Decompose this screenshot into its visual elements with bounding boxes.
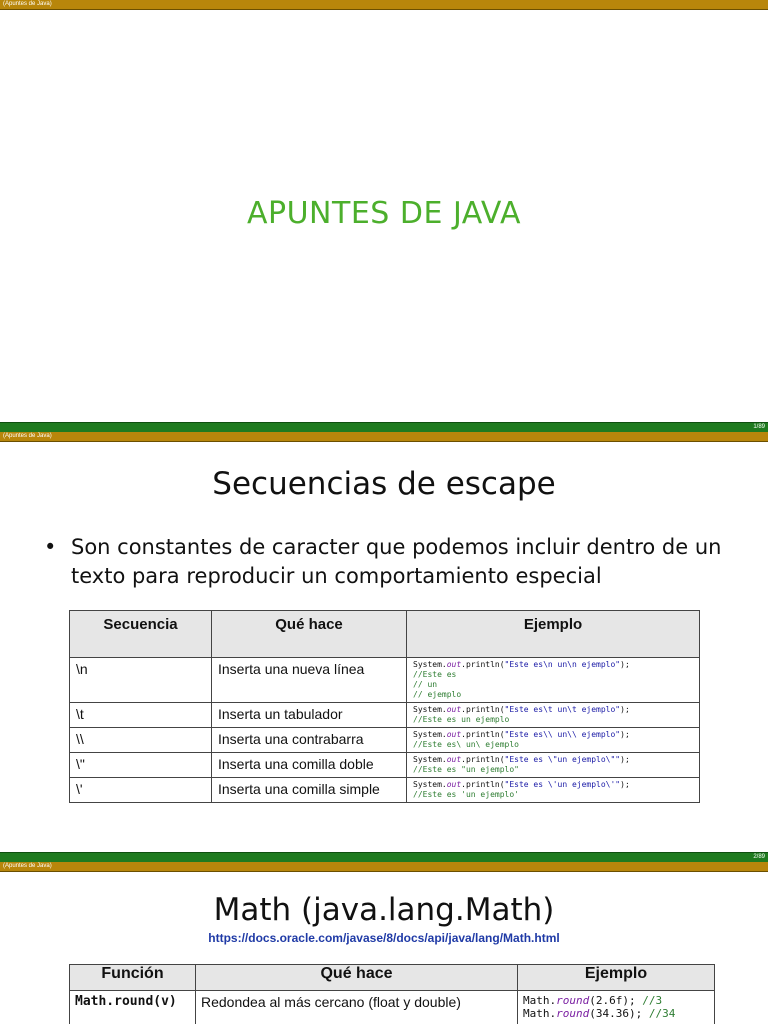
code-token: .println( (461, 730, 505, 739)
code-comment: //3 (642, 994, 663, 1007)
code-line (413, 730, 693, 740)
code-token: out (446, 705, 462, 714)
code-token: .println( (461, 755, 505, 764)
code-token: round (556, 1007, 590, 1020)
code-comment: //Este es un ejemplo (413, 715, 510, 724)
example-code-cell (407, 658, 700, 703)
page-number: 2/89 (753, 854, 765, 860)
code-comment: // ejemplo (413, 690, 462, 699)
slide3-header-bar (0, 862, 768, 872)
code-token: "Este es \'un ejemplo\'" (504, 780, 621, 789)
code-token: ); (620, 660, 630, 669)
col-header-secuencia: Secuencia (70, 611, 212, 658)
code-token: Math. (523, 1007, 557, 1020)
code-token: (34.36); (589, 1007, 649, 1020)
table-row (70, 991, 715, 1024)
slide2-footer-bar (0, 852, 768, 862)
code-token: "Este es\n un\n ejemplo" (504, 660, 621, 669)
code-token: System. (413, 660, 447, 669)
col-header-funcion: Función (70, 965, 196, 991)
javadoc-link[interactable]: https://docs.oracle.com/javase/8/docs/api/java/lang/Math.html (208, 931, 560, 945)
code-token: ); (620, 755, 630, 764)
description-cell: Inserta una contrabarra (212, 728, 407, 753)
slide2-bullet (44, 533, 744, 591)
code-token: System. (413, 780, 447, 789)
col-header-que-hace: Qué hace (196, 965, 518, 991)
slide1-header-bar (0, 0, 768, 10)
table-row (70, 753, 700, 778)
description-cell: Redondea al más cercano (float y double) (196, 991, 518, 1024)
code-line (413, 755, 693, 765)
code-token: Math. (523, 994, 557, 1007)
example-code-cell (407, 728, 700, 753)
description-cell: Inserta una comilla doble (212, 753, 407, 778)
bullet-dot: • (44, 535, 57, 559)
code-token: (2.6f); (589, 994, 643, 1007)
sequence-cell: \t (70, 703, 212, 728)
code-token: "Este es \"un ejemplo\"" (504, 755, 621, 764)
code-comment: //Este es 'un ejemplo' (413, 790, 519, 799)
code-comment: //Este es "un ejemplo" (413, 765, 519, 774)
escape-sequences-table (69, 610, 700, 803)
code-token: "Este es\\ un\\ ejemplo" (504, 730, 621, 739)
code-token: ); (620, 705, 630, 714)
header-text: (Apuntes de Java) (3, 1, 52, 7)
code-token: out (446, 730, 462, 739)
table-row (70, 658, 700, 703)
sequence-cell: \' (70, 778, 212, 803)
header-text: (Apuntes de Java) (3, 433, 52, 439)
code-line (523, 1007, 709, 1020)
bullet-text: Son constantes de caracter que podemos incluir dentro de un texto para reproducir un comportamiento especial (71, 535, 722, 588)
col-header-ejemplo: Ejemplo (518, 965, 715, 991)
example-code-cell (518, 991, 715, 1024)
description-cell: Inserta un tabulador (212, 703, 407, 728)
page-number: 1/89 (753, 424, 765, 430)
table-row (70, 728, 700, 753)
code-token: out (446, 755, 462, 764)
slide1-title: APUNTES DE JAVA (246, 196, 521, 231)
code-token: .println( (461, 705, 505, 714)
code-token: out (446, 660, 462, 669)
code-token: System. (413, 755, 447, 764)
code-comment: // un (413, 680, 438, 689)
code-token: round (556, 994, 590, 1007)
code-token: out (446, 780, 462, 789)
code-token: ); (620, 780, 630, 789)
description-cell: Inserta una nueva línea (212, 658, 407, 703)
code-comment: //Este es (413, 670, 457, 679)
code-token: System. (413, 705, 447, 714)
example-code-cell (407, 778, 700, 803)
sequence-cell: \n (70, 658, 212, 703)
sequence-cell: \\ (70, 728, 212, 753)
example-code-cell (407, 703, 700, 728)
code-token: .println( (461, 780, 505, 789)
code-line (413, 660, 693, 670)
table-row (70, 703, 700, 728)
code-token: System. (413, 730, 447, 739)
slide1-footer-bar (0, 422, 768, 432)
description-cell: Inserta una comilla simple (212, 778, 407, 803)
code-token: .println( (461, 660, 505, 669)
math-functions-table (69, 964, 715, 1024)
code-comment: //Este es\ un\ ejemplo (413, 740, 519, 749)
header-text: (Apuntes de Java) (3, 863, 52, 869)
slide3-title: Math (java.lang.Math) (213, 892, 555, 928)
sequence-cell: \" (70, 753, 212, 778)
table-row (70, 778, 700, 803)
code-line (523, 994, 709, 1007)
code-line (413, 780, 693, 790)
code-line (413, 705, 693, 715)
function-cell: Math.round(v) (70, 991, 196, 1024)
col-header-que-hace: Qué hace (212, 611, 407, 658)
slide2-title: Secuencias de escape (212, 466, 556, 502)
example-code-cell (407, 753, 700, 778)
code-token: ); (620, 730, 630, 739)
code-token: "Este es\t un\t ejemplo" (504, 705, 621, 714)
col-header-ejemplo: Ejemplo (407, 611, 700, 658)
slide2-header-bar (0, 432, 768, 442)
code-comment: //34 (648, 1007, 676, 1020)
